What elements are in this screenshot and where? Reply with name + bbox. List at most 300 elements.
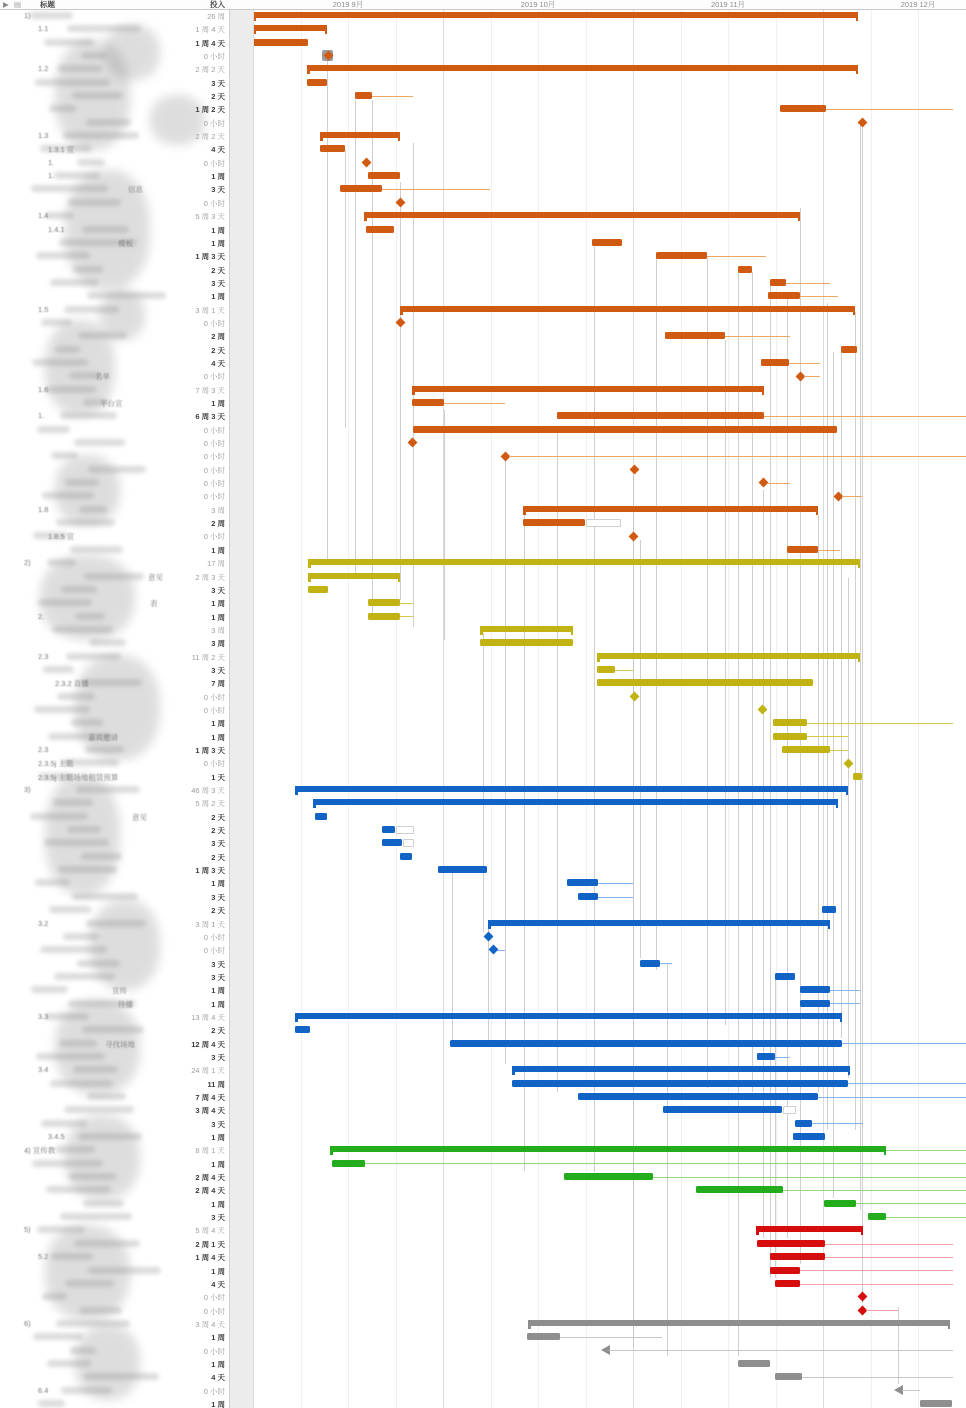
task-row[interactable] [0,1223,230,1236]
task-bar[interactable] [665,332,725,339]
summary-end-tick [858,564,861,568]
blurred-task-name [45,1013,89,1020]
task-bar[interactable] [450,1040,842,1047]
task-row[interactable] [0,690,230,703]
task-row[interactable] [0,796,230,809]
effort-value: 3 周 [211,625,225,635]
effort-value: 0 小时 [203,759,225,769]
task-row[interactable] [0,1317,230,1330]
task-row[interactable] [0,650,230,663]
task-bar[interactable] [307,79,327,86]
dependency-lead-line [830,1003,860,1004]
task-name-fragment: 2.3 [38,651,49,661]
task-bar[interactable] [557,412,764,419]
blurred-task-name [52,626,113,633]
milestone-diamond[interactable] [629,691,639,701]
week-gridline [871,9,872,1408]
task-row[interactable] [0,476,230,489]
task-bar[interactable] [822,906,836,913]
summary-bar[interactable] [512,1066,850,1072]
task-row[interactable] [0,1050,230,1063]
task-row[interactable] [0,636,230,649]
task-name-fragment: 5) [24,1225,31,1235]
effort-value: 1 周 [211,1159,225,1169]
dependency-connector-line [633,475,634,1348]
title-column-header[interactable]: 标题 [40,0,55,9]
blurred-task-name [51,452,78,459]
dependency-lead-line [365,1163,966,1164]
task-name-fragment: 信息 [128,185,143,195]
task-row[interactable] [0,356,230,369]
blurred-task-name [47,559,76,566]
task-bar[interactable] [523,519,585,526]
summary-bar[interactable] [307,65,858,71]
task-bar[interactable] [413,426,837,433]
expand-all-icon[interactable]: ▶ [3,0,9,9]
milestone-diamond[interactable] [395,198,405,208]
blurred-task-name [32,1160,103,1167]
summary-bar[interactable] [308,573,400,579]
milestone-diamond[interactable] [395,318,405,328]
milestone-diamond[interactable] [843,758,853,768]
task-row[interactable] [0,303,230,316]
effort-value: 3 周 4 天 [195,1319,225,1329]
milestone-diamond[interactable] [407,438,417,448]
task-row[interactable] [0,343,230,356]
task-bar[interactable] [868,1213,886,1220]
task-row[interactable] [0,142,230,155]
dependency-lead-line [830,990,860,991]
effort-value: 3 周 [211,505,225,515]
effort-value: 1 周 [211,238,225,248]
summary-bar[interactable] [313,799,838,805]
dependency-lead-line [609,1350,953,1351]
task-row[interactable] [0,850,230,863]
blurred-task-name [54,172,100,179]
task-bar[interactable] [770,1267,800,1274]
task-bar[interactable] [696,1186,783,1193]
dependency-connector-line [855,312,856,1130]
task-row[interactable] [0,1330,230,1343]
task-row[interactable] [0,1290,230,1303]
effort-value: 2 天 [211,826,225,836]
effort-value: 2 天 [211,1026,225,1036]
task-bar[interactable] [438,866,487,873]
blurred-task-name [34,706,90,713]
task-row[interactable] [0,529,230,542]
task-row[interactable] [0,703,230,716]
task-row[interactable] [0,943,230,956]
task-row[interactable] [0,810,230,823]
blurred-task-name [56,519,115,526]
task-bar[interactable] [782,746,830,753]
task-row[interactable] [0,209,230,222]
task-row[interactable] [0,823,230,836]
effort-value: 0 小时 [203,452,225,462]
task-row[interactable] [0,836,230,849]
dependency-lead-line [444,403,505,404]
task-bar[interactable] [340,185,382,192]
summary-bar[interactable] [756,1226,863,1232]
task-row[interactable] [0,383,230,396]
task-bar[interactable] [761,359,789,366]
task-row[interactable] [0,463,230,476]
effort-value: 0 小时 [203,318,225,328]
task-row[interactable] [0,249,230,262]
task-row[interactable] [0,1130,230,1143]
task-bar[interactable] [841,346,857,353]
dependency-connector-line [656,256,657,970]
task-row[interactable] [0,369,230,382]
task-row[interactable] [0,556,230,569]
task-row[interactable] [0,543,230,556]
effort-value: 0 小时 [203,932,225,942]
task-row[interactable] [0,756,230,769]
effort-value: 1 周 3 天 [195,252,225,262]
summary-start-tick [597,658,600,662]
task-row[interactable] [0,890,230,903]
task-row[interactable] [0,1183,230,1196]
task-bar[interactable] [592,239,622,246]
task-row[interactable] [0,917,230,930]
task-bar[interactable] [853,773,862,780]
task-row[interactable] [0,997,230,1010]
task-row[interactable] [0,9,230,22]
task-row[interactable] [0,1117,230,1130]
task-bar[interactable] [332,1160,365,1167]
task-row[interactable] [0,1370,230,1383]
task-bar[interactable] [640,960,660,967]
task-bar[interactable] [567,879,598,886]
task-name-fragment: 3) [24,785,31,795]
task-row[interactable] [0,903,230,916]
blurred-task-name [55,1146,95,1153]
task-row[interactable] [0,596,230,609]
week-gridline [681,9,682,1408]
task-bar[interactable] [368,172,400,179]
summary-start-tick [295,1018,298,1022]
task-row[interactable] [0,22,230,35]
summary-bar[interactable] [528,1320,950,1326]
effort-value: 1 周 [211,879,225,889]
task-row[interactable] [0,516,230,529]
task-row[interactable] [0,156,230,169]
effort-value: 12 周 4 天 [191,1039,225,1049]
task-row[interactable] [0,169,230,182]
task-row[interactable] [0,1357,230,1370]
task-bar[interactable] [920,1400,952,1407]
summary-bar[interactable] [597,653,860,659]
effort-value: 1 周 [211,612,225,622]
task-row[interactable] [0,316,230,329]
task-row[interactable] [0,983,230,996]
task-bar[interactable] [780,105,826,112]
summary-bar[interactable] [412,386,764,392]
dependency-lead-line [560,1337,662,1338]
blurred-task-name [87,1093,126,1100]
task-bar[interactable] [795,1120,812,1127]
task-bar[interactable] [382,839,402,846]
task-row[interactable] [0,1077,230,1090]
task-row[interactable] [0,1250,230,1263]
task-row[interactable] [0,1304,230,1317]
task-row[interactable] [0,1237,230,1250]
task-row[interactable] [0,583,230,596]
task-bar[interactable] [757,1053,775,1060]
effort-value: 26 周 [207,12,225,21]
task-row[interactable] [0,49,230,62]
task-row[interactable] [0,1277,230,1290]
task-row[interactable] [0,1344,230,1357]
task-row[interactable] [0,1063,230,1076]
task-row[interactable] [0,663,230,676]
summary-bar[interactable] [295,786,848,792]
task-row[interactable] [0,489,230,502]
task-row[interactable] [0,1103,230,1116]
task-bar[interactable] [757,1240,825,1247]
blurred-task-name [60,1213,132,1220]
effort-value: 7 周 [211,679,225,689]
task-row[interactable] [0,1197,230,1210]
summary-bar[interactable] [480,626,573,632]
dependency-lead-line [826,109,953,110]
task-row[interactable] [0,449,230,462]
task-row[interactable] [0,436,230,449]
task-bar[interactable] [738,1360,770,1367]
dependency-lead-line [902,1390,920,1391]
task-row[interactable] [0,62,230,75]
task-row[interactable] [0,570,230,583]
summary-end-tick [858,658,861,662]
task-row[interactable] [0,503,230,516]
task-row[interactable] [0,116,230,129]
link-slot [403,839,414,847]
effort-value: 1 周 [211,732,225,742]
task-bar[interactable] [770,279,786,286]
task-name-fragment: 3.4 [38,1065,49,1075]
effort-value: 1 周 [211,999,225,1009]
task-bar[interactable] [656,252,707,259]
summary-bar[interactable] [253,25,327,31]
task-bar[interactable] [412,399,444,406]
summary-bar[interactable] [295,1013,842,1019]
task-bar[interactable] [787,546,818,553]
task-bar[interactable] [773,719,807,726]
task-bar[interactable] [775,973,795,980]
task-bar[interactable] [512,1080,848,1087]
task-row[interactable] [0,770,230,783]
summary-bar[interactable] [320,132,400,138]
task-name-fragment: 1.2 [38,64,49,74]
task-name-fragment: 嘉宾邀请 [88,732,118,742]
summary-bar[interactable] [364,212,800,218]
summary-bar[interactable] [400,306,855,312]
effort-value: 3 周 [211,639,225,649]
task-row[interactable] [0,930,230,943]
task-row[interactable] [0,1264,230,1277]
dependency-lead-line [767,483,790,484]
milestone-diamond[interactable] [628,531,638,541]
blurred-task-name [65,479,99,486]
task-bar[interactable] [527,1333,560,1340]
task-row[interactable] [0,730,230,743]
blurred-task-name [70,1347,96,1354]
task-row[interactable] [0,409,230,422]
summary-end-tick [571,631,574,635]
task-bar[interactable] [366,226,394,233]
dependency-lead-line [660,963,672,964]
task-row[interactable] [0,236,230,249]
effort-value: 2 天 [211,852,225,862]
blurred-task-name [60,412,117,419]
summary-start-tick [512,1071,515,1075]
task-row[interactable] [0,957,230,970]
effort-value: 0 小时 [203,465,225,475]
task-bar[interactable] [773,733,807,740]
blurred-task-name [46,386,96,393]
task-name-fragment: 意见 [132,812,147,822]
task-bar[interactable] [578,1093,818,1100]
summary-start-tick [480,631,483,635]
task-name-fragment: 2) [24,558,31,568]
task-row[interactable] [0,1010,230,1023]
task-bar[interactable] [295,1026,310,1033]
effort-column-header[interactable]: 投入 [210,0,225,9]
summary-bar[interactable] [253,12,858,18]
task-row[interactable] [0,276,230,289]
task-row[interactable] [0,129,230,142]
task-row[interactable] [0,196,230,209]
gantt-chart-area[interactable] [253,9,966,1408]
summary-end-tick [948,1325,951,1329]
effort-value: 2 周 3 天 [195,572,225,582]
task-bar[interactable] [315,813,327,820]
task-bar[interactable] [368,613,400,620]
task-bar[interactable] [253,39,308,46]
task-row[interactable] [0,76,230,89]
task-bar[interactable] [768,292,800,299]
task-row[interactable] [0,1170,230,1183]
task-row[interactable] [0,1090,230,1103]
task-bar[interactable] [368,599,400,606]
task-row[interactable] [0,1210,230,1223]
summary-end-tick [762,391,765,395]
task-outline-panel[interactable] [0,0,230,1408]
task-bar[interactable] [308,586,328,593]
milestone-diamond[interactable] [857,117,867,127]
task-bar[interactable] [738,266,752,273]
task-bar[interactable] [382,826,395,833]
task-name-fragment: 待播 [118,999,133,1009]
effort-value: 4 天 [211,1279,225,1289]
dependency-lead-line [725,336,790,337]
task-row[interactable] [0,1143,230,1156]
task-row[interactable] [0,610,230,623]
dependency-lead-line [598,883,633,884]
task-bar[interactable] [800,986,830,993]
summary-bar[interactable] [330,1146,886,1152]
task-row[interactable] [0,423,230,436]
milestone-diamond[interactable] [629,464,639,474]
document-icon[interactable]: ▤ [14,0,22,9]
task-bar[interactable] [480,639,573,646]
task-row[interactable] [0,1023,230,1036]
summary-end-tick [884,1151,887,1155]
task-bar[interactable] [800,1000,830,1007]
task-row[interactable] [0,329,230,342]
task-row[interactable] [0,970,230,983]
summary-bar[interactable] [308,559,860,565]
task-row[interactable] [0,876,230,889]
task-name-fragment: 平台宣 [100,399,123,409]
task-name-fragment: 寻找场地 [105,1039,135,1049]
task-row[interactable] [0,623,230,636]
task-row[interactable] [0,743,230,756]
task-row[interactable] [0,1397,230,1408]
task-row[interactable] [0,716,230,729]
effort-value: 2 周 4 天 [195,1173,225,1183]
summary-bar[interactable] [488,920,830,926]
blurred-task-name [70,546,123,553]
task-bar[interactable] [320,145,345,152]
task-row[interactable] [0,182,230,195]
blurred-task-name [68,199,121,206]
task-row[interactable] [0,89,230,102]
task-name-fragment: 意见 [148,572,163,582]
task-bar[interactable] [597,679,813,686]
task-row[interactable] [0,1037,230,1050]
blurred-task-name [77,960,120,967]
task-row[interactable] [0,1157,230,1170]
task-row[interactable] [0,676,230,689]
task-bar[interactable] [355,92,372,99]
dependency-connector-line [707,258,708,1088]
blurred-task-name [35,879,70,886]
effort-value: 3 天 [211,892,225,902]
task-bar[interactable] [597,666,615,673]
effort-value: 7 周 3 天 [195,385,225,395]
summary-bar[interactable] [523,506,818,512]
task-bar[interactable] [663,1106,782,1113]
task-bar[interactable] [578,893,598,900]
task-bar[interactable] [775,1280,800,1287]
task-row[interactable] [0,396,230,409]
task-bar[interactable] [770,1253,825,1260]
task-row[interactable] [0,102,230,115]
task-bar[interactable] [824,1200,856,1207]
task-row[interactable] [0,1384,230,1397]
milestone-diamond[interactable] [361,158,371,168]
effort-value: 1 周 3 天 [195,746,225,756]
week-gridline [586,9,587,1408]
link-slot [783,1106,796,1114]
task-row[interactable] [0,263,230,276]
task-row[interactable] [0,783,230,796]
task-bar[interactable] [400,853,412,860]
effort-value: 0 小时 [203,479,225,489]
task-bar[interactable] [793,1133,825,1140]
task-row[interactable] [0,863,230,876]
milestone-diamond[interactable] [857,1292,867,1302]
task-row[interactable] [0,36,230,49]
dependency-lead-line [764,416,966,417]
task-bar[interactable] [564,1173,653,1180]
task-row[interactable] [0,289,230,302]
milestone-diamond[interactable] [757,705,767,715]
task-row[interactable] [0,223,230,236]
effort-value: 3 天 [211,278,225,288]
task-bar[interactable] [775,1373,802,1380]
